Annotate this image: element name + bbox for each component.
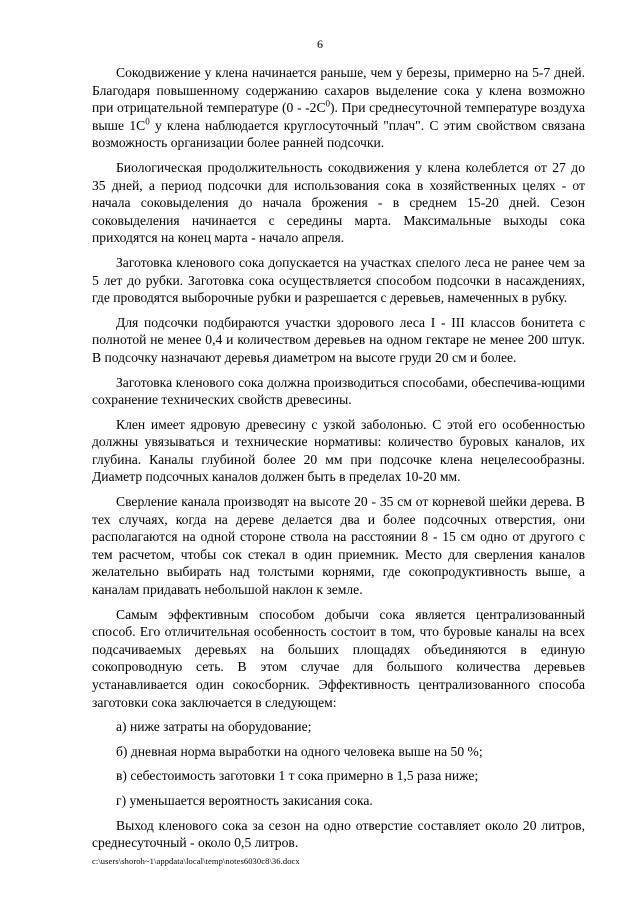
paragraph-heartwood: Клен имеет ядровую древесину с узкой заболонью. С этой его особенностью должны увязываться и технические нормативы: количество буровых каналов, их глубина. Каналы глубиной более 20 мм при подсочке клена нецелесообразны. Диаметр подсочных каналов должен быть в пределах 10-20 мм. <box>92 416 585 485</box>
list-item-d: г) уменьшается вероятность закисания сока. <box>116 792 373 808</box>
paragraph-harvest-allowed: Заготовка кленового сока допускается на участках спелого леса не ранее чем за 5 лет до рубки. Заготовка сока осуществляется способом подсочки в насаждениях, где проводятся выборочные рубки и разрешается с деревьев, намеченных в рубку. <box>92 254 585 306</box>
paragraph-centralized-method: Самым эффективным способом добычи сока является централизованный способ. Его отличительная особенность состоит в том, что буровые каналы на всех подсачиваемых деревьях на больших площадях объединяются в единую сокопроводную сеть. В этом случае для большого количества деревьев устанавливается один сокосборник. Эффективность централизованного способа заготовки сока заключается в следующем: <box>92 606 585 710</box>
footer-file-path: c:\users\shoroh~1\appdata\local\temp\notes6030c8\36.docx <box>92 856 300 866</box>
degree-superscript: 0 <box>325 98 331 109</box>
page-number: 6 <box>317 37 323 51</box>
list-item-b: б) дневная норма выработки на одного человека выше на 50 %; <box>116 743 483 759</box>
paragraph-drilling: Сверление канала производят на высоте 20 - 35 см от корневой шейки дерева. В тех случаях, когда на дереве делается два и более подсочных отверстия, они располагаются на одной стороне ствола на расстоянии 8 - 15 см одно от другого с тем расчетом, чтобы сок стекал в один приемник. Место для сверления каналов желательно выбирать над толстыми корнями, где сокопродуктивность выше, а каналам придавать небольшой наклон к земле. <box>92 494 585 598</box>
paragraph-text: у клена наблюдается круглосуточный "плач". С этим свойством связана возможность организации более ранней подсочки. <box>92 117 585 151</box>
list-item-c: в) себестоимость заготовки 1 т сока примерно в 1,5 раза ниже; <box>116 768 479 784</box>
paragraph-sap-flow-start <box>92 64 585 152</box>
paragraph-site-selection: Для подсочки подбираются участки здорового леса I - III классов бонитета с полнотой не менее 0,4 и количеством деревьев на одном гектаре не менее 200 штук. В подсочку назначают деревья диаметром на высоте груди 20 см и более. <box>92 314 585 365</box>
paragraph-text: Сокодвижение у клена начинается раньше, чем у березы, примерно на 5-7 дней. Благодаря повышенному содержанию сахаров выделение сока у клена возможно при отрицательной температуре (0 - -2С <box>92 65 585 116</box>
degree-superscript: 0 <box>145 116 150 127</box>
body-text <box>92 64 585 852</box>
paragraph-text: ). При среднесуточной температуре воздуха выше 1С <box>92 100 586 133</box>
paragraph-sap-duration: Биологическая продолжительность сокодвижения у клена колеблется от 27 до 35 дней, а период подсочки для использования сока в хозяйственных целях - от начала соковыделения до начала брожения - в среднем 15-20 дней. Сезон соковыделения начинается с середины марта. Максимальные выходы сока приходятся на конец марта - начало апреля. <box>92 159 585 246</box>
paragraph-yield: Выход кленового сока за сезон на одно отверстие составляет около 20 литров, среднесуточный - около 0,5 литров. <box>92 817 585 851</box>
paragraph-methods: Заготовка кленового сока должна производиться способами, обеспечива-ющими сохранение технических свойств древесины. <box>92 374 585 408</box>
list-item-a: а) ниже затраты на оборудование; <box>116 719 312 735</box>
